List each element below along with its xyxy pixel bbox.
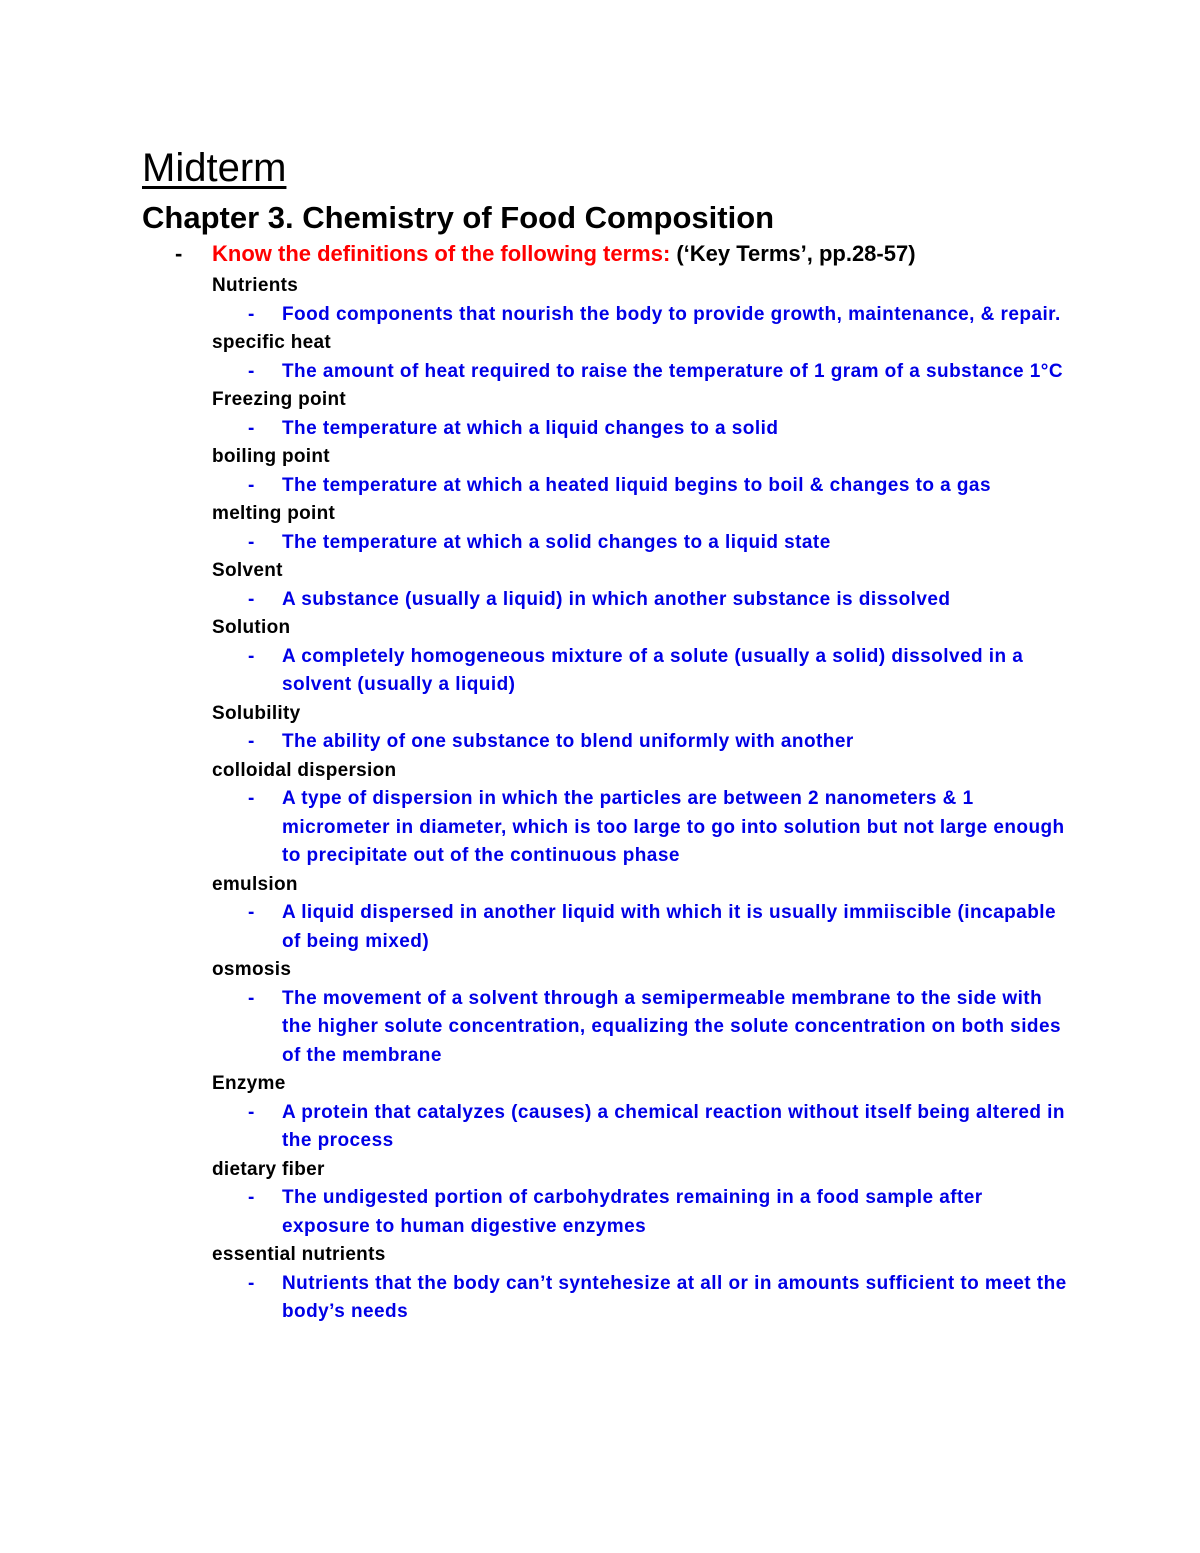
definition-text: Nutrients that the body can’t syntehesize at all or in amounts sufficient to meet the body’s needs xyxy=(282,1272,1067,1322)
definition-text: A completely homogeneous mixture of a solute (usually a solid) dissolved in a solvent (usually a liquid) xyxy=(282,645,1024,695)
term-definition xyxy=(212,301,1082,330)
term-label: Solubility xyxy=(212,702,301,724)
term-entry xyxy=(212,272,1082,329)
page-title: Midterm xyxy=(142,146,287,190)
term-definition xyxy=(212,985,1082,1071)
term-definition xyxy=(212,586,1082,615)
definition-text: A type of dispersion in which the particles are between 2 nanometers & 1 micrometer in diameter, which is too large to go into solution but not large enough to precipitate out of the continuous phase xyxy=(282,788,1065,866)
term-entry xyxy=(212,871,1082,957)
terms-list xyxy=(212,272,1082,1327)
term-definition xyxy=(212,785,1082,871)
term-entry xyxy=(212,700,1082,757)
definition-bullet: - xyxy=(248,588,255,610)
term-definition xyxy=(212,529,1082,558)
definition-text: A liquid dispersed in another liquid with which it is usually immiiscible (incapable of being mixed) xyxy=(282,902,1056,952)
instruction-line xyxy=(142,236,1082,272)
term-entry xyxy=(212,757,1082,871)
term-label: colloidal dispersion xyxy=(212,759,397,781)
definition-text: The temperature at which a liquid changes to a solid xyxy=(282,417,779,439)
definition-text: The amount of heat required to raise the temperature of 1 gram of a substance 1°C xyxy=(282,360,1063,382)
definition-bullet: - xyxy=(248,1187,255,1208)
definition-bullet: - xyxy=(248,303,255,325)
term-entry xyxy=(212,443,1082,500)
definition-bullet: - xyxy=(248,417,255,439)
definition-text: The temperature at which a solid changes to a liquid state xyxy=(282,531,831,553)
term-label: Enzyme xyxy=(212,1073,286,1094)
term-definition xyxy=(212,1184,1082,1241)
definition-bullet: - xyxy=(248,788,255,809)
definition-bullet: - xyxy=(248,645,255,667)
term-label: emulsion xyxy=(212,873,298,895)
definition-text: A substance (usually a liquid) in which another substance is dissolved xyxy=(282,588,951,610)
definition-text: The ability of one substance to blend uniformly with another xyxy=(282,731,854,752)
term-label: Nutrients xyxy=(212,275,299,296)
term-entry xyxy=(212,557,1082,614)
term-label: osmosis xyxy=(212,959,292,980)
term-entry xyxy=(212,956,1082,1070)
definition-bullet: - xyxy=(248,987,255,1009)
term-definition xyxy=(212,1099,1082,1156)
definition-bullet: - xyxy=(248,1101,255,1123)
term-label: Solution xyxy=(212,617,291,638)
term-definition xyxy=(212,643,1082,700)
term-label: Freezing point xyxy=(212,389,347,410)
term-label: boiling point xyxy=(212,446,330,467)
definition-bullet: - xyxy=(248,360,255,382)
definition-bullet: - xyxy=(248,731,255,752)
definition-text: The undigested portion of carbohydrates remaining in a food sample after exposure to human digestive enzymes xyxy=(282,1187,983,1237)
term-entry xyxy=(212,500,1082,557)
term-label: specific heat xyxy=(212,332,332,353)
term-label: melting point xyxy=(212,503,336,524)
definition-bullet: - xyxy=(248,1272,255,1294)
term-label: dietary fiber xyxy=(212,1158,325,1180)
definition-bullet: - xyxy=(248,531,255,553)
definition-text: Food components that nourish the body to provide growth, maintenance, & repair. xyxy=(282,303,1061,325)
instruction-bullet: - xyxy=(175,241,183,266)
definition-bullet: - xyxy=(248,474,255,496)
term-label: essential nutrients xyxy=(212,1244,386,1265)
term-label: Solvent xyxy=(212,560,283,581)
term-definition xyxy=(212,1270,1082,1327)
term-entry xyxy=(212,1241,1082,1327)
instruction-red-text: Know the definitions of the following terms: xyxy=(212,241,671,266)
term-definition xyxy=(212,358,1082,387)
term-definition xyxy=(212,415,1082,444)
term-definition xyxy=(212,899,1082,956)
term-definition xyxy=(212,472,1082,501)
term-entry xyxy=(212,1156,1082,1242)
definition-text: A protein that catalyzes (causes) a chemical reaction without itself being altered in the process xyxy=(282,1101,1065,1151)
term-entry xyxy=(212,614,1082,700)
term-entry xyxy=(212,386,1082,443)
term-definition xyxy=(212,728,1082,757)
definition-bullet: - xyxy=(248,902,255,923)
chapter-heading: Chapter 3. Chemistry of Food Composition xyxy=(142,200,775,235)
term-entry xyxy=(212,329,1082,386)
term-entry xyxy=(212,1070,1082,1156)
definition-text: The temperature at which a heated liquid begins to boil & changes to a gas xyxy=(282,474,991,496)
instruction-page-reference: (‘Key Terms’, pp.28-57) xyxy=(676,241,916,266)
definition-text: The movement of a solvent through a semipermeable membrane to the side with the higher solute concentration, equalizing the solute concentration on both sides of the membrane xyxy=(282,987,1062,1066)
document-page xyxy=(142,142,1082,1327)
